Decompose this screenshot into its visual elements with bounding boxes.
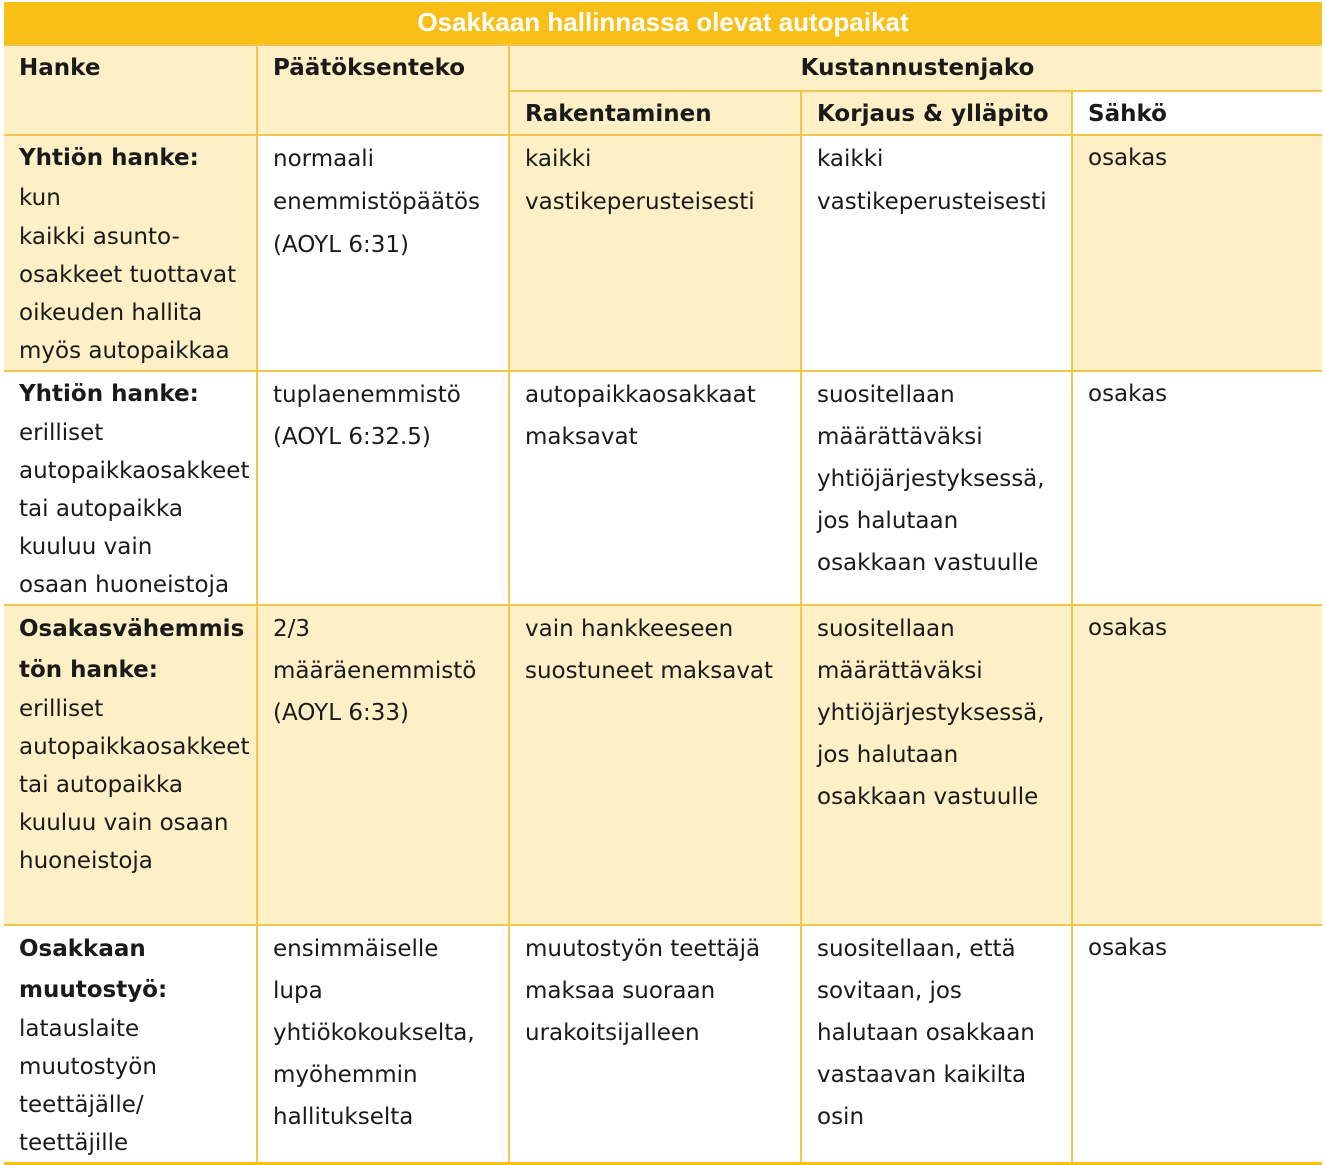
hanke-line: erilliset [19, 420, 104, 446]
hanke-line: erilliset [19, 696, 104, 722]
text-line: hallitukselta [273, 1104, 414, 1130]
text-line: autopaikkaosakkaat [525, 382, 756, 408]
text-line: suositellaan [817, 616, 955, 642]
text-line: määräenemmistö [273, 658, 477, 684]
header-rakentaminen: Rakentaminen [509, 91, 801, 135]
text-line: suositellaan [817, 382, 955, 408]
hanke-line: kaikki asunto- [19, 224, 180, 250]
text-line: (AOYL 6:32.5) [273, 424, 431, 450]
table-row [4, 135, 1322, 371]
text-line: muutostyön teettäjä [525, 936, 761, 962]
hanke-bold: Osakkaan [19, 936, 146, 962]
parking-cost-table [4, 2, 1322, 1165]
header-hanke: Hanke [4, 45, 257, 135]
hanke-line: tai autopaikka [19, 496, 183, 522]
cell-sahko: osakas [1072, 371, 1322, 605]
cell-paatoksenteko [257, 925, 509, 1164]
text-line: suostuneet maksavat [525, 658, 774, 684]
text-line: suositellaan, että [817, 936, 1016, 962]
cell-korjaus [801, 925, 1072, 1164]
cell-paatoksenteko [257, 605, 509, 925]
text-line: vastaavan kaikilta [817, 1062, 1027, 1088]
text-line: vastikeperusteisesti [525, 189, 755, 215]
text-line: yhtiöjärjestyksessä, [817, 466, 1045, 492]
text-line: tuplaenemmistö [273, 382, 461, 408]
hanke-line: tai autopaikka [19, 772, 183, 798]
text-line: sovitaan, jos [817, 978, 962, 1004]
table-title: Osakkaan hallinnassa olevat autopaikat [4, 2, 1322, 45]
text-line: myöhemmin [273, 1062, 418, 1088]
text-line: ensimmäiselle [273, 936, 439, 962]
text-line: osakkaan vastuulle [817, 550, 1039, 576]
cell-sahko: osakas [1072, 605, 1322, 925]
text-line: jos halutaan [817, 508, 959, 534]
header-sahko: Sähkö [1072, 91, 1322, 135]
text-line: (AOYL 6:33) [273, 700, 409, 726]
cell-sahko: osakas [1072, 925, 1322, 1164]
text-line: enemmistöpäätös [273, 189, 481, 215]
text-line: (AOYL 6:31) [273, 232, 409, 258]
cell-paatoksenteko [257, 135, 509, 371]
text-line: urakoitsijalleen [525, 1020, 700, 1046]
hanke-rest: kun [19, 185, 61, 211]
hanke-line: myös autopaikkaa [19, 338, 230, 364]
text-line: halutaan osakkaan [817, 1020, 1035, 1046]
text-line: yhtiökokoukselta, [273, 1020, 475, 1046]
cell-rakentaminen [509, 925, 801, 1164]
hanke-line: teettäjälle/ [19, 1092, 144, 1118]
hanke-bold: tön hanke: [19, 657, 158, 683]
text-line: kaikki [525, 146, 592, 172]
cell-hanke [4, 135, 257, 371]
text-line: kaikki [817, 146, 884, 172]
hanke-line: kuuluu vain [19, 534, 153, 560]
text-line: jos halutaan [817, 742, 959, 768]
hanke-line: huoneistoja [19, 848, 153, 874]
header-korjaus: Korjaus & ylläpito [801, 91, 1072, 135]
hanke-bold: Yhtiön hanke: [19, 381, 199, 407]
hanke-line: autopaikkaosakkeet [19, 458, 250, 484]
header-paatoksenteko: Päätöksenteko [257, 45, 509, 135]
cell-hanke [4, 605, 257, 925]
table-row [4, 605, 1322, 925]
hanke-line: autopaikkaosakkeet [19, 734, 250, 760]
cell-paatoksenteko [257, 371, 509, 605]
cell-rakentaminen [509, 605, 801, 925]
hanke-bold: Yhtiön hanke: [19, 145, 199, 171]
text-line: yhtiöjärjestyksessä, [817, 700, 1045, 726]
cell-hanke [4, 925, 257, 1164]
header-kustannustenjako: Kustannustenjako [509, 45, 1322, 91]
hanke-line: latauslaite [19, 1016, 140, 1042]
cell-sahko: osakas [1072, 135, 1322, 371]
cell-korjaus [801, 135, 1072, 371]
cell-korjaus [801, 605, 1072, 925]
text-line: määrättäväksi [817, 658, 983, 684]
cell-rakentaminen [509, 135, 801, 371]
text-line: osin [817, 1104, 865, 1130]
cell-hanke [4, 371, 257, 605]
hanke-line: oikeuden hallita [19, 300, 203, 326]
text-line: osakkaan vastuulle [817, 784, 1039, 810]
text-line: 2/3 [273, 616, 311, 642]
text-line: lupa [273, 978, 323, 1004]
text-line: määrättäväksi [817, 424, 983, 450]
hanke-line: osaan huoneistoja [19, 572, 230, 598]
cell-rakentaminen [509, 371, 801, 605]
text-line: vain hankkeeseen [525, 616, 734, 642]
text-line: normaali [273, 146, 375, 172]
hanke-bold: muutostyö: [19, 977, 168, 1003]
table-row [4, 925, 1322, 1164]
hanke-bold: Osakasvähemmis [19, 616, 245, 642]
text-line: maksaa suoraan [525, 978, 716, 1004]
hanke-line: teettäjille [19, 1130, 129, 1156]
cell-korjaus [801, 371, 1072, 605]
table-row [4, 371, 1322, 605]
hanke-line: muutostyön [19, 1054, 157, 1080]
hanke-line: kuuluu vain osaan [19, 810, 229, 836]
text-line: maksavat [525, 424, 638, 450]
hanke-line: osakkeet tuottavat [19, 262, 237, 288]
text-line: vastikeperusteisesti [817, 189, 1047, 215]
